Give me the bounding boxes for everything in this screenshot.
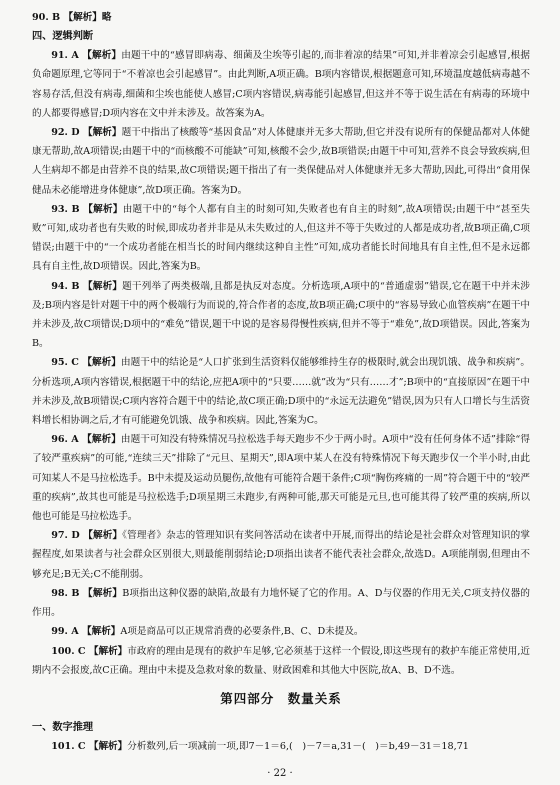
- answer-98-text: B项指出这种仪器的缺陷,故最有力地怀疑了它的作用。A、D与仪器的作用无关,C项支持仪器的作用。: [32, 587, 530, 619]
- answer-94-text: 题干列举了两类极端,且都是执反对态度。分析选项,A项中的“普通虚弱”错误,它在题干中并未涉及;B项内容是针对题干中的两个极端行为而说的,符合作者的态度,故B项正确;C项中的“容易导致心血管疾病”在题干中并未涉及,故C项错误;D项中的“难免”错误,题干中说的是容易得慢性疾病,但并不等于“难免”,故D项错误。因此,答案为B。: [32, 280, 530, 350]
- answer-100-text: 市政府的理由是现有的救护车足够,它必须基于这样一个假设,即这些现有的救护车能正常使用,近期内不会报废,故C正确。理由中未提及急救对象的数量、财政困难和其他大中医院,故A、B、D不选。: [32, 645, 530, 676]
- answer-95-label: 95. C 【解析】: [51, 357, 121, 369]
- answer-93-text: 由题干中的“每个人都有自主的时刻可知,失败者也有自主的时刻”,故A项错误;由题干中“甚至失败”可知,成功者也有失败的时候,即成功者并非是从未失败过的人,但这并不等于失败过的人都是成功者,故B项正确,C项错误;由题干中的“一个成功者能在相当长的时间内继续这种自主性”可知,成功者能长时间地具有自主性,但不是永远都具有自主性,故D项错误。因此,答案为B。: [32, 203, 530, 273]
- answer-96-text: 由题干可知没有特殊情况马拉松选手每天跑步不少于两小时。A项中“没有任何身体不适”排除“得了较严重疾病”的可能,“连续三天”排除了“元旦、星期天”,即A项中某人在没有特殊情况下每天跑步仅一个半小时,由此可知某人不是马拉松选手。B中未提及运动员腿伤,故他有可能符合题干条件;C项“胸伤疼痛的一周”符合题干中的“较严重的疾病”,故其也可能是马拉松选手;D项星期三未跑步,有两种可能,那天可能是元旦,也可能其得了较严重的疾病,所以他也可能是马拉松选手。: [32, 434, 530, 523]
- answer-92: [32, 123, 530, 200]
- answer-99-label: 99. A 【解析】: [51, 626, 121, 638]
- answer-93: [32, 200, 530, 277]
- section-number-series-title: 一、数字推理: [32, 720, 94, 733]
- part-heading: 第四部分 数量关系: [220, 690, 342, 706]
- answer-94: [32, 277, 530, 354]
- answer-99-text: A项是商品可以正规常消费的必要条件,B、C、D未提及。: [120, 626, 364, 638]
- answer-96: [32, 430, 530, 526]
- answer-97: [32, 526, 530, 584]
- answer-94-label: 94. B 【解析】: [51, 280, 123, 292]
- section-logic-title: 四、逻辑判断: [32, 30, 94, 43]
- answer-101-text: 分析数列,后一项减前一项,即7－1＝6,( )－7＝a,31－( )＝b,49－31＝18,71: [127, 740, 469, 752]
- answer-92-label: 92. D 【解析】: [51, 127, 122, 139]
- answer-97-label: 97. D 【解析】: [51, 530, 123, 542]
- answer-91: [32, 46, 530, 123]
- answer-91-label: 91. A 【解析】: [51, 50, 122, 62]
- answer-90-text: 90. B 【解析】略: [32, 12, 112, 23]
- answer-list: [32, 46, 530, 680]
- answer-100: [32, 642, 530, 680]
- answer-99: [32, 622, 530, 641]
- answer-101: [32, 737, 530, 756]
- answer-95: [32, 353, 530, 430]
- answer-95-text: 由题干中的结论是“人口扩张到生活资料仅能够维持生存的极限时,就会出现饥饿、战争和疾病”。分析选项,A项内容错误,根据题干中的结论,应把A项中的“只要……就”改为“只有……才”;B项中的“直接原因”在题干中并未涉及,故B项错误;C项内容符合题干中的结论,故C项正确;D项中的“永远无法避免”错误,因为只有人口增长与生活资料增长相协调之后,才有可能避免饥饿、战争和疾病。因此,答案为C。: [32, 357, 530, 427]
- answer-101-label: 101. C 【解析】: [51, 740, 128, 752]
- answer-98-label: 98. B 【解析】: [51, 587, 123, 599]
- answer-92-text: 题干中指出了核酸等“基因食品”对人体健康并无多大帮助,但它并没有说所有的保健品都对人体健康无帮助,故A项错误;由题干中的“而核酸不可能缺”可知,核酸不会少,故B项错误;由题干中可知,营养不良会导致疾病,但人生病却不都是由营养不良的结果,故C项错误;题干指出了有一类保健品对人体健康并无多大帮助,因此,可得出“食用保健品未必能增进身体健康”,故D项正确。答案为D。: [32, 127, 531, 196]
- answer-90: [32, 8, 530, 27]
- page-number: · 22 ·: [267, 768, 293, 779]
- answer-93-label: 93. B 【解析】: [51, 203, 123, 215]
- answer-97-text: 《管理者》杂志的管理知识有奖问答活动在读者中开展,而得出的结论是社会群众对管理知识的掌握程度,如果读者与社会群众区别很大,则最能削弱结论;D项指出读者不能代表社会群众,故选D。A项能削弱,但理由不够充足;B无关;C不能削弱。: [32, 530, 530, 580]
- answer-91-text: 由题干中的“感冒即病毒、细菌及尘埃等引起的,而非着凉的结果”可知,并非着凉会引起感冒,根据负命题原理,它等同于“不着凉也会引起感冒”。由此判断,A项正确。B项内容错误,根据题意可知,环境温度越低病毒越不容易存活,但没有病毒,细菌和尘埃也能使人感冒;C项内容错误,病毒能引起感冒,但这并不等于说生活在有病毒的环境中的人都要得感冒;D项内容在文中并未涉及。故答案为A。: [32, 50, 530, 119]
- answer-100-label: 100. C 【解析】: [51, 645, 128, 657]
- answer-98: [32, 584, 530, 622]
- answer-96-label: 96. A 【解析】: [51, 434, 121, 446]
